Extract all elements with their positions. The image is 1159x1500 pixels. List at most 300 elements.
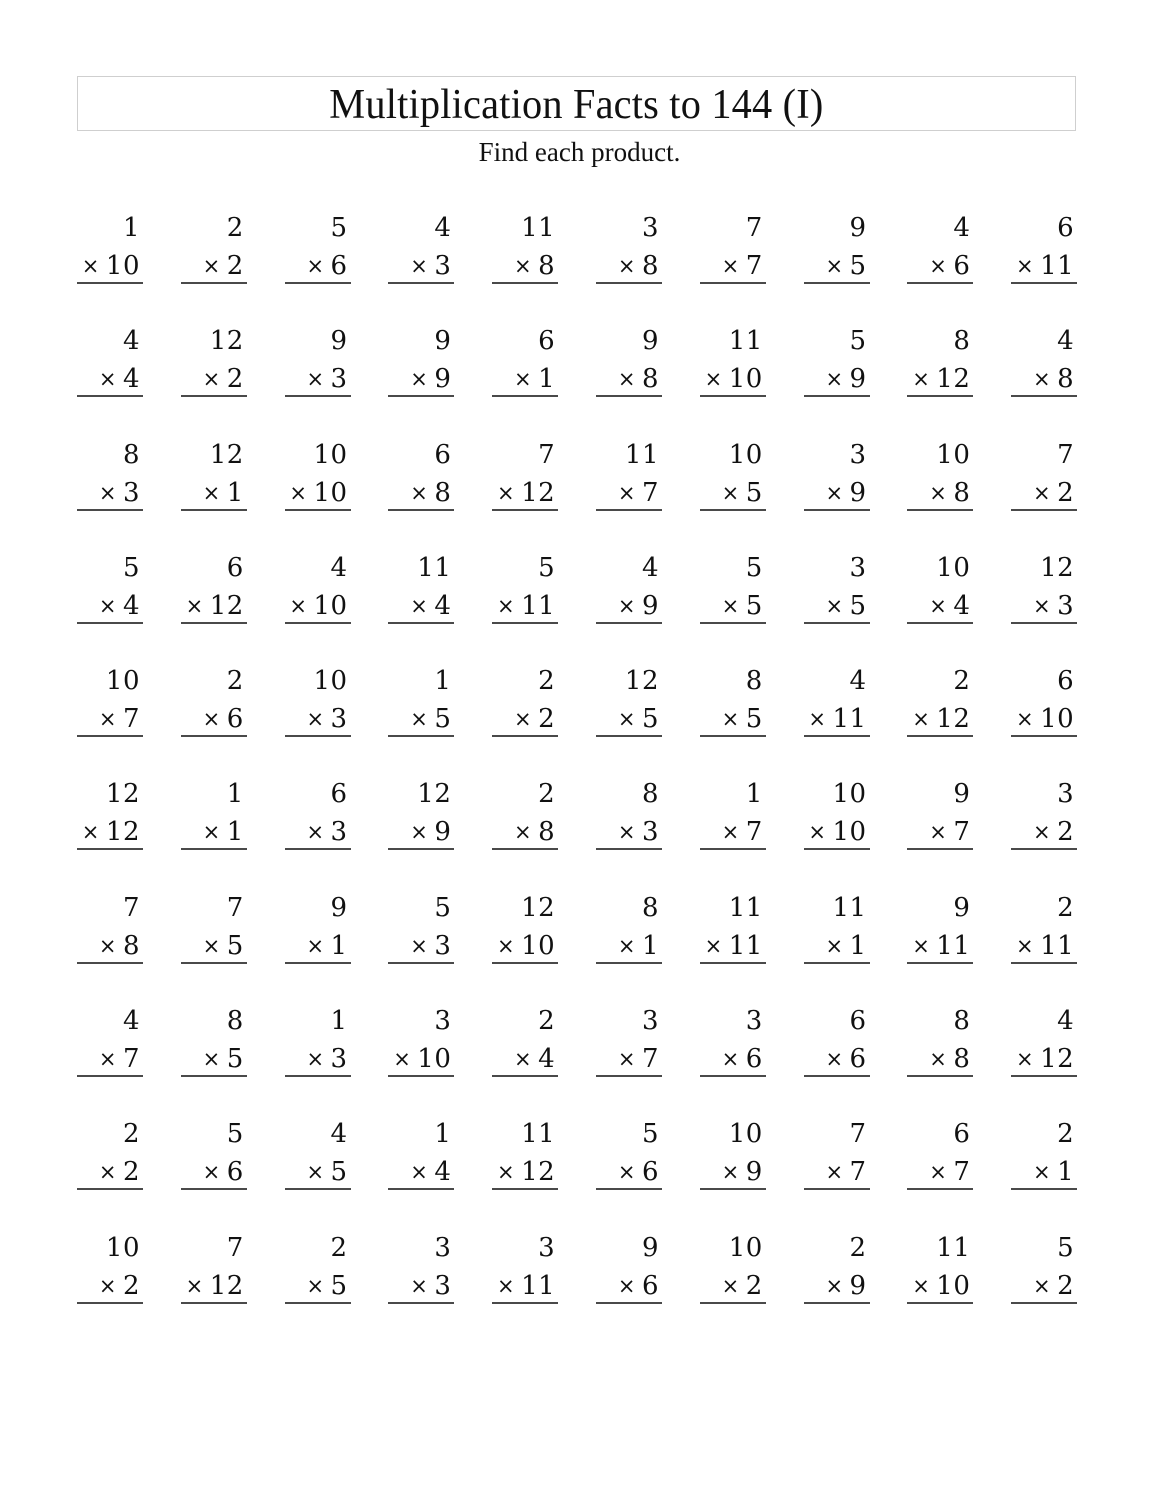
multiplicand: 9: [953, 779, 971, 810]
multiplier: 4: [434, 1157, 452, 1188]
multiplication-problem: [77, 433, 143, 513]
multiplier-line: [410, 591, 451, 622]
multiplicand: 12: [105, 779, 140, 810]
multiplication-problem: [77, 206, 143, 286]
multiplier: 1: [226, 477, 244, 508]
multiplier-line: [99, 478, 140, 509]
multiplication-problem: [388, 1112, 454, 1192]
answer-line: [388, 395, 454, 397]
multiplication-problem: [285, 1226, 351, 1306]
multiplication-problem: [804, 772, 870, 852]
multiplier-line: [618, 1157, 659, 1188]
multiplicand: 2: [226, 666, 244, 697]
multiplication-problem: [1011, 659, 1077, 739]
multiplier: 5: [849, 251, 867, 281]
multiplication-problem: [596, 206, 662, 286]
multiplication-problem: [77, 659, 143, 739]
multiplicand: 8: [641, 779, 659, 810]
multiplicand: 4: [122, 326, 140, 357]
multiplication-problem: [700, 999, 766, 1079]
answer-line: [77, 848, 143, 850]
multiplier: 10: [313, 477, 348, 508]
problem-row: [77, 1226, 1077, 1339]
multiplication-problem: [804, 546, 870, 626]
multiplier-line: [306, 1044, 347, 1075]
multiplicand: 8: [122, 439, 140, 470]
times-icon: ×: [185, 593, 204, 618]
multiplier: 2: [1057, 817, 1075, 848]
multiplier-line: [722, 1044, 763, 1075]
multiplication-problem: [388, 999, 454, 1079]
multiplicand: 6: [538, 326, 556, 357]
answer-line: [285, 962, 351, 964]
multiplier: 11: [832, 704, 867, 735]
multiplier: 3: [330, 364, 348, 395]
multiplier: 8: [641, 364, 659, 395]
answer-line: [492, 848, 558, 850]
multiplication-problem: [285, 659, 351, 739]
times-icon: ×: [306, 1273, 325, 1298]
multiplication-problem: [804, 433, 870, 513]
multiplicand: 4: [1057, 1006, 1075, 1037]
multiplication-problem: [907, 999, 973, 1079]
multiplier: 12: [521, 477, 556, 508]
multiplier: 12: [105, 817, 140, 848]
times-icon: ×: [514, 707, 533, 732]
multiplicand: 12: [521, 892, 556, 923]
answer-line: [700, 735, 766, 737]
multiplier: 12: [209, 590, 244, 621]
multiplier: 5: [434, 704, 452, 735]
multiplier: 11: [521, 590, 556, 621]
answer-line: [596, 735, 662, 737]
multiplicand: 9: [434, 326, 452, 357]
multiplicand: 3: [641, 1006, 659, 1037]
multiplier-line: [514, 1044, 555, 1075]
answer-line: [596, 395, 662, 397]
multiplication-problem: [388, 886, 454, 966]
answer-line: [492, 1075, 558, 1077]
multiplier-line: [186, 591, 244, 622]
times-icon: ×: [98, 933, 117, 958]
multiplier-line: [825, 1044, 866, 1075]
multiplier: 2: [1057, 1270, 1075, 1301]
multiplicand: 12: [417, 779, 452, 810]
multiplier: 8: [538, 251, 556, 281]
multiplier: 10: [521, 930, 556, 961]
multiplication-problem: [492, 319, 558, 399]
multiplicand: 8: [745, 666, 763, 697]
multiplicand: 11: [417, 552, 452, 583]
times-icon: ×: [721, 254, 740, 278]
times-icon: ×: [825, 593, 844, 618]
times-icon: ×: [306, 1160, 325, 1185]
times-icon: ×: [912, 933, 931, 958]
problem-row: [77, 206, 1077, 319]
times-icon: ×: [929, 593, 948, 618]
multiplication-problem: [285, 319, 351, 399]
times-icon: ×: [912, 707, 931, 732]
multiplier: 6: [641, 1157, 659, 1188]
times-icon: ×: [202, 1047, 221, 1072]
multiplicand: 4: [330, 1119, 348, 1150]
multiplication-problem: [700, 772, 766, 852]
multiplication-problem: [492, 886, 558, 966]
multiplier-line: [618, 251, 659, 282]
multiplicand: 6: [1057, 213, 1075, 243]
multiplier-line: [618, 817, 659, 848]
multiplication-problem: [700, 886, 766, 966]
answer-line: [907, 509, 973, 511]
multiplier: 3: [641, 817, 659, 848]
multiplication-problem: [285, 1112, 351, 1192]
times-icon: ×: [306, 1047, 325, 1072]
multiplier-line: [203, 817, 244, 848]
answer-line: [907, 735, 973, 737]
times-icon: ×: [1015, 933, 1035, 958]
multiplier-line: [929, 591, 970, 622]
answer-line: [77, 509, 143, 511]
multiplier-line: [514, 364, 555, 395]
answer-line: [907, 848, 973, 850]
multiplier-line: [306, 364, 347, 395]
multiplication-problem: [596, 433, 662, 513]
multiplier-line: [722, 817, 763, 848]
multiplier: 3: [330, 704, 348, 735]
multiplicand: 3: [538, 1232, 556, 1263]
multiplier: 8: [953, 477, 971, 508]
multiplicand: 7: [122, 892, 140, 923]
multiplier-line: [722, 1271, 763, 1302]
multiplier-line: [912, 1271, 970, 1302]
multiplication-problem: [907, 1226, 973, 1306]
multiplier: 2: [226, 251, 244, 281]
times-icon: ×: [721, 593, 740, 618]
multiplier-line: [929, 478, 970, 509]
multiplier: 10: [832, 817, 867, 848]
multiplier: 8: [122, 930, 140, 961]
multiplication-problem: [596, 319, 662, 399]
multiplication-problem: [492, 206, 558, 286]
multiplicand: 10: [832, 779, 867, 810]
multiplier: 6: [330, 251, 348, 281]
multiplier: 6: [641, 1270, 659, 1301]
multiplicand: 12: [1040, 552, 1075, 583]
multiplier: 7: [953, 817, 971, 848]
times-icon: ×: [306, 933, 325, 958]
multiplier-line: [410, 364, 451, 395]
multiplier-line: [618, 591, 659, 622]
times-icon: ×: [410, 1160, 429, 1185]
multiplier: 11: [728, 930, 763, 961]
multiplication-problem: [181, 319, 247, 399]
multiplicand: 9: [953, 892, 971, 923]
answer-line: [388, 622, 454, 624]
times-icon: ×: [1033, 1273, 1052, 1298]
multiplier: 4: [122, 364, 140, 395]
times-icon: ×: [496, 593, 516, 618]
answer-line: [596, 509, 662, 511]
answer-line: [1011, 962, 1077, 964]
times-icon: ×: [1015, 1047, 1035, 1072]
multiplicand: 5: [849, 326, 867, 357]
answer-line: [907, 962, 973, 964]
answer-line: [1011, 735, 1077, 737]
multiplier-line: [306, 1271, 347, 1302]
times-icon: ×: [410, 367, 429, 392]
multiplicand: 3: [745, 1006, 763, 1037]
multiplicand: 9: [641, 326, 659, 357]
times-icon: ×: [617, 593, 636, 618]
multiplier: 1: [641, 930, 659, 961]
multiplier: 6: [226, 704, 244, 735]
multiplier: 1: [330, 930, 348, 961]
multiplicand: 9: [330, 892, 348, 923]
multiplier-line: [410, 251, 451, 282]
problem-grid: [77, 206, 1077, 1339]
times-icon: ×: [912, 1273, 931, 1298]
multiplier-line: [1033, 591, 1074, 622]
multiplier: 9: [641, 590, 659, 621]
multiplication-problem: [1011, 772, 1077, 852]
multiplier: 7: [122, 704, 140, 735]
times-icon: ×: [825, 1160, 844, 1185]
times-icon: ×: [410, 707, 429, 732]
times-icon: ×: [410, 254, 429, 278]
multiplier-line: [825, 478, 866, 509]
times-icon: ×: [1015, 254, 1035, 278]
answer-line: [804, 1075, 870, 1077]
multiplier-line: [99, 1157, 140, 1188]
multiplier: 8: [641, 251, 659, 281]
multiplier: 9: [745, 1157, 763, 1188]
times-icon: ×: [202, 933, 221, 958]
answer-line: [388, 1302, 454, 1304]
times-icon: ×: [1033, 367, 1052, 392]
multiplicand: 7: [1057, 439, 1075, 470]
multiplication-problem: [181, 999, 247, 1079]
multiplier-line: [1016, 704, 1074, 735]
multiplication-problem: [181, 886, 247, 966]
multiplier: 2: [122, 1270, 140, 1301]
multiplier: 7: [122, 1044, 140, 1075]
multiplier-line: [808, 704, 866, 735]
multiplication-problem: [492, 433, 558, 513]
multiplication-problem: [77, 546, 143, 626]
multiplier: 3: [122, 477, 140, 508]
answer-line: [804, 962, 870, 964]
times-icon: ×: [617, 1273, 636, 1298]
multiplication-problem: [700, 659, 766, 739]
multiplier: 1: [226, 817, 244, 848]
multiplicand: 6: [226, 552, 244, 583]
answer-line: [492, 735, 558, 737]
times-icon: ×: [825, 933, 844, 958]
multiplier-line: [203, 1157, 244, 1188]
answer-line: [1011, 1302, 1077, 1304]
answer-line: [285, 1302, 351, 1304]
multiplier-line: [825, 251, 866, 282]
problem-row: [77, 659, 1077, 772]
multiplicand: 10: [105, 1232, 140, 1263]
multiplication-problem: [907, 206, 973, 286]
multiplication-problem: [907, 546, 973, 626]
multiplication-problem: [907, 772, 973, 852]
multiplier: 8: [953, 1044, 971, 1075]
multiplicand: 5: [434, 892, 452, 923]
multiplier-line: [722, 478, 763, 509]
multiplicand: 6: [953, 1119, 971, 1150]
multiplier-line: [514, 251, 555, 282]
multiplier-line: [99, 931, 140, 962]
answer-line: [492, 509, 558, 511]
multiplier-line: [825, 591, 866, 622]
multiplicand: 5: [1057, 1232, 1075, 1263]
times-icon: ×: [496, 480, 516, 505]
multiplier-line: [82, 817, 140, 848]
times-icon: ×: [98, 1047, 117, 1072]
multiplier-line: [99, 1271, 140, 1302]
multiplicand: 5: [330, 213, 348, 243]
multiplicand: 5: [641, 1119, 659, 1150]
multiplicand: 9: [330, 326, 348, 357]
times-icon: ×: [617, 254, 636, 278]
multiplier: 3: [434, 930, 452, 961]
multiplication-problem: [181, 659, 247, 739]
multiplier: 9: [849, 477, 867, 508]
times-icon: ×: [410, 820, 429, 845]
multiplier-line: [1033, 478, 1074, 509]
multiplier-line: [203, 704, 244, 735]
times-icon: ×: [393, 1047, 412, 1072]
multiplicand: 4: [1057, 326, 1075, 357]
times-icon: ×: [202, 1160, 221, 1185]
multiplication-problem: [77, 1226, 143, 1306]
answer-line: [700, 622, 766, 624]
answer-line: [285, 1075, 351, 1077]
multiplicand: 1: [122, 213, 140, 243]
multiplication-problem: [1011, 546, 1077, 626]
multiplication-problem: [492, 772, 558, 852]
multiplier: 7: [641, 477, 659, 508]
answer-line: [1011, 282, 1077, 284]
multiplicand: 10: [313, 666, 348, 697]
multiplicand: 2: [226, 213, 244, 243]
multiplier-line: [722, 251, 763, 282]
times-icon: ×: [825, 367, 844, 392]
times-icon: ×: [410, 480, 429, 505]
multiplier-line: [825, 1157, 866, 1188]
multiplier: 9: [849, 1270, 867, 1301]
multiplicand: 11: [728, 892, 763, 923]
answer-line: [285, 735, 351, 737]
multiplier: 3: [330, 817, 348, 848]
multiplier: 9: [849, 364, 867, 395]
multiplier: 2: [745, 1270, 763, 1301]
multiplier-line: [825, 1271, 866, 1302]
multiplier-line: [306, 251, 347, 282]
multiplier-line: [618, 1271, 659, 1302]
times-icon: ×: [496, 1273, 516, 1298]
multiplier-line: [1033, 1157, 1074, 1188]
times-icon: ×: [704, 933, 723, 958]
multiplicand: 1: [434, 1119, 452, 1150]
multiplier-line: [618, 1044, 659, 1075]
answer-line: [1011, 509, 1077, 511]
times-icon: ×: [202, 254, 221, 278]
multiplication-problem: [285, 999, 351, 1079]
multiplier: 3: [434, 251, 452, 281]
multiplication-problem: [804, 206, 870, 286]
answer-line: [596, 622, 662, 624]
answer-line: [700, 282, 766, 284]
answer-line: [181, 1075, 247, 1077]
multiplication-problem: [907, 319, 973, 399]
multiplicand: 4: [434, 213, 452, 243]
times-icon: ×: [185, 1273, 204, 1298]
multiplicand: 4: [330, 552, 348, 583]
answer-line: [700, 395, 766, 397]
multiplicand: 4: [641, 552, 659, 583]
multiplier-line: [1033, 1271, 1074, 1302]
multiplier-line: [497, 478, 555, 509]
multiplication-problem: [700, 319, 766, 399]
multiplier-line: [82, 251, 140, 282]
times-icon: ×: [929, 480, 948, 505]
multiplier: 7: [849, 1157, 867, 1188]
times-icon: ×: [410, 593, 429, 618]
multiplication-problem: [388, 659, 454, 739]
instructions: Find each product.: [478, 137, 681, 167]
multiplier: 10: [1040, 704, 1075, 735]
multiplier-line: [618, 478, 659, 509]
multiplicand: 6: [1057, 666, 1075, 697]
multiplier: 5: [641, 704, 659, 735]
multiplicand: 6: [434, 439, 452, 470]
multiplier: 6: [226, 1157, 244, 1188]
multiplicand: 2: [849, 1232, 867, 1263]
multiplier: 12: [521, 1157, 556, 1188]
answer-line: [181, 1188, 247, 1190]
multiplication-problem: [700, 206, 766, 286]
multiplier-line: [808, 817, 866, 848]
multiplication-problem: [700, 1112, 766, 1192]
answer-line: [388, 282, 454, 284]
multiplication-problem: [285, 206, 351, 286]
multiplier-line: [929, 251, 970, 282]
multiplication-problem: [1011, 999, 1077, 1079]
multiplier: 10: [936, 1270, 971, 1301]
multiplication-problem: [181, 433, 247, 513]
times-icon: ×: [98, 367, 117, 392]
answer-line: [1011, 1188, 1077, 1190]
multiplier-line: [99, 591, 140, 622]
multiplicand: 3: [434, 1232, 452, 1263]
answer-line: [492, 622, 558, 624]
answer-line: [492, 395, 558, 397]
multiplicand: 10: [105, 666, 140, 697]
times-icon: ×: [514, 367, 533, 392]
multiplier: 12: [936, 704, 971, 735]
multiplier-line: [1033, 817, 1074, 848]
multiplier-line: [912, 704, 970, 735]
multiplier: 10: [105, 251, 140, 281]
multiplier: 10: [728, 364, 763, 395]
multiplicand: 10: [313, 439, 348, 470]
multiplicand: 5: [538, 552, 556, 583]
multiplication-problem: [596, 886, 662, 966]
multiplicand: 2: [538, 666, 556, 697]
